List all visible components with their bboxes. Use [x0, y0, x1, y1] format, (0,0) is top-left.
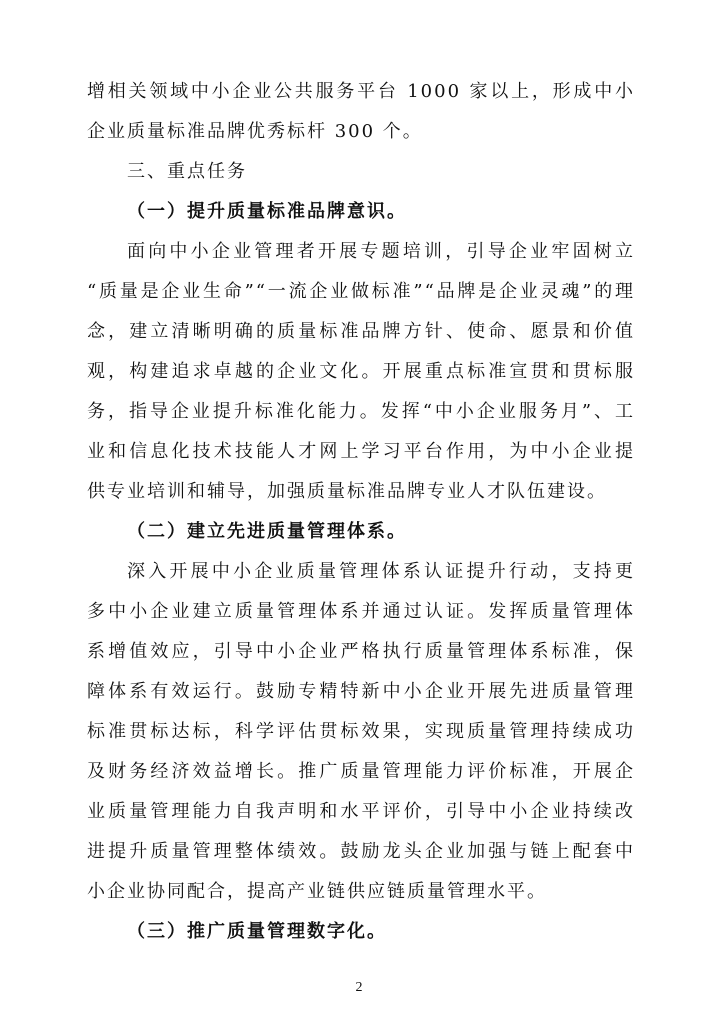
text-line: 务，指导企业提升标准化能力。发挥“中小企业服务月”、工: [87, 401, 635, 422]
text-line: 业和信息化技术技能人才网上学习平台作用，为中小企业提: [87, 441, 635, 462]
text-line: 深入开展中小企业质量管理体系认证提升行动，支持更: [127, 561, 635, 582]
text-line: 及财务经济效益增长。推广质量管理能力评价标准，开展企: [87, 761, 635, 782]
page-number: 2: [355, 980, 363, 995]
text-line: 多中小企业建立质量管理体系并通过认证。发挥质量管理体: [87, 601, 635, 622]
text-line: 面向中小企业管理者开展专题培训，引导企业牢固树立: [127, 241, 635, 262]
text-line: 企业质量标准品牌优秀标杆 300 个。: [87, 121, 423, 142]
text-line: 障体系有效运行。鼓励专精特新中小企业开展先进质量管理: [87, 681, 635, 702]
subheading: （三）推广质量管理数字化。: [127, 921, 387, 942]
text-line: 小企业协同配合，提高产业链供应链质量管理水平。: [87, 881, 547, 902]
subheading: （一）提升质量标准品牌意识。: [127, 201, 407, 222]
text-line: 念，建立清晰明确的质量标准品牌方针、使命、愿景和价值: [87, 321, 635, 342]
text-line: “质量是企业生命”“一流企业做标准”“品牌是企业灵魂”的理: [87, 281, 635, 302]
subheading: （二）建立先进质量管理体系。: [127, 521, 407, 542]
text-line: 进提升质量管理整体绩效。鼓励龙头企业加强与链上配套中: [87, 841, 635, 862]
text-line: 标准贯标达标，科学评估贯标效果，实现质量管理持续成功: [87, 721, 635, 742]
text-line: 系增值效应，引导中小企业严格执行质量管理体系标准，保: [87, 641, 635, 662]
text-line: 业质量管理能力自我声明和水平评价，引导中小企业持续改: [87, 801, 635, 822]
text-line: 供专业培训和辅导，加强质量标准品牌专业人才队伍建设。: [87, 481, 607, 502]
text-line: 增相关领域中小企业公共服务平台 1000 家以上，形成中小: [87, 81, 635, 102]
text-line: 观，构建追求卓越的企业文化。开展重点标准宣贯和贯标服: [87, 361, 635, 382]
section-heading: 三、重点任务: [127, 161, 247, 182]
